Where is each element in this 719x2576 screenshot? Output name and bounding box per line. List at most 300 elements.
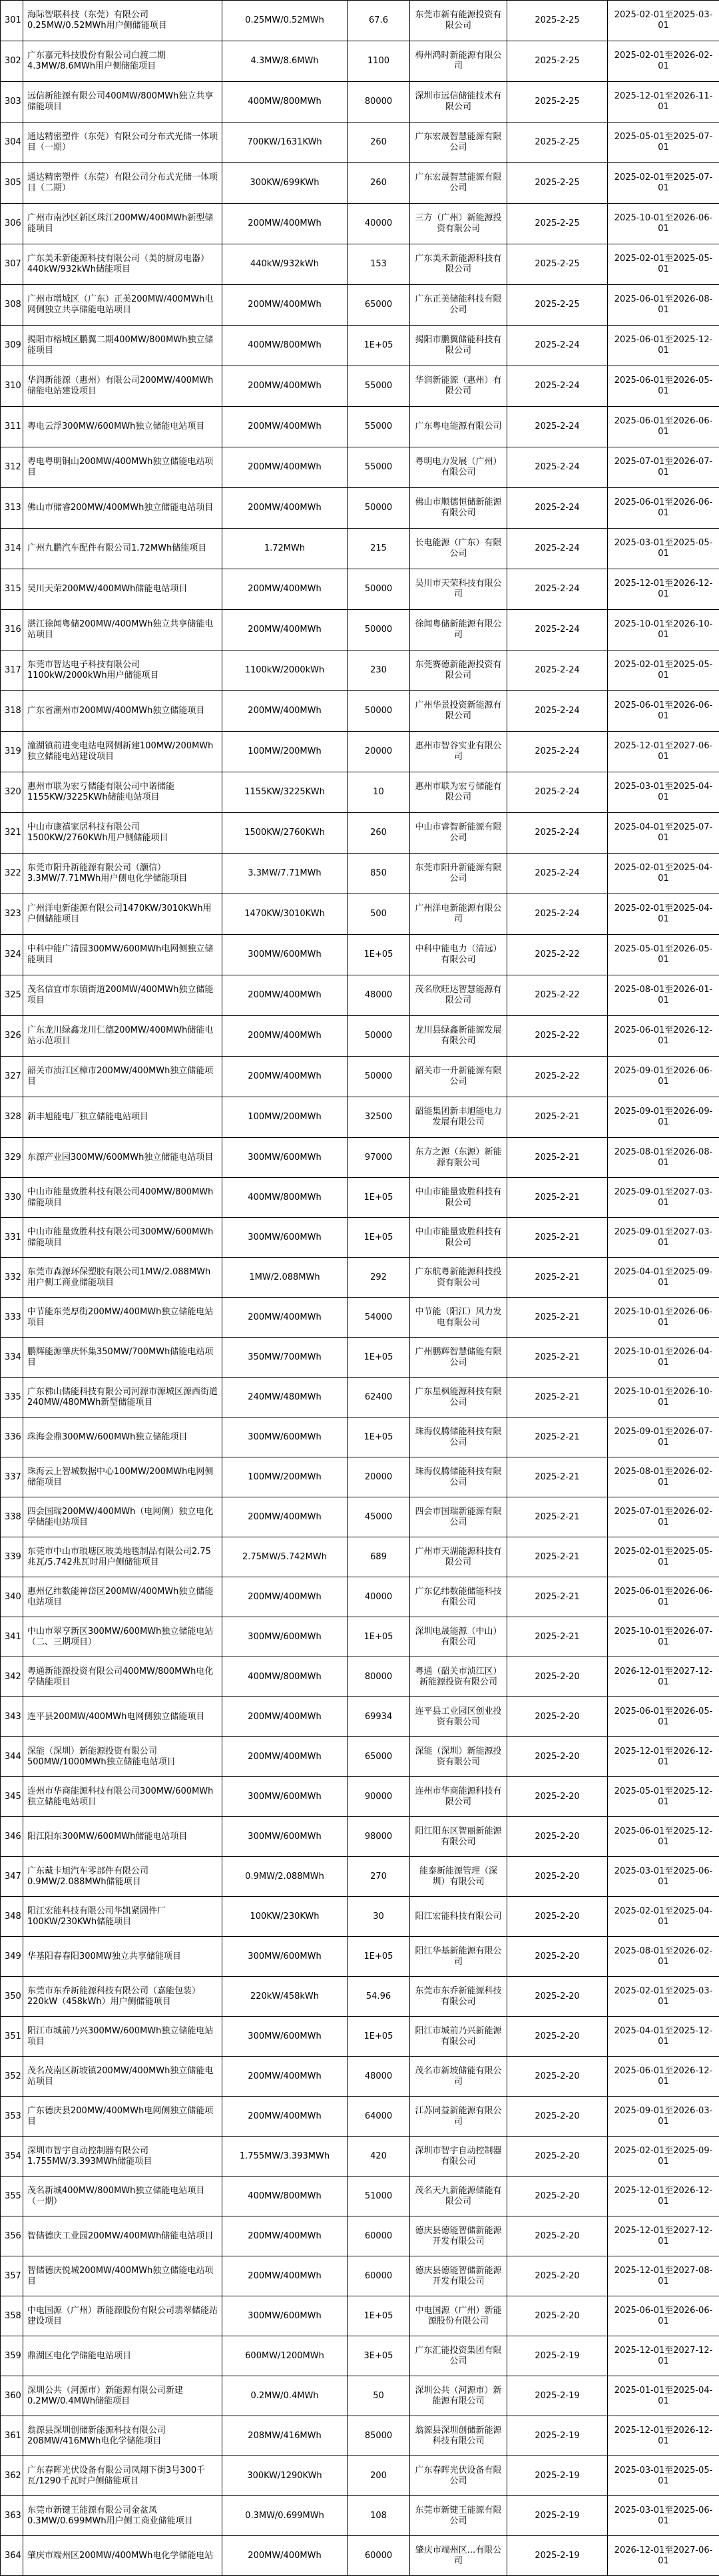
row-number-cell: 308 xyxy=(1,285,23,326)
filing-date-cell: 2025-2-20 xyxy=(507,2137,608,2177)
project-scale-cell: 200MW/400MWh xyxy=(222,488,348,529)
construction-period-cell: 2025-09-01至2026-06-01 xyxy=(608,1057,719,1097)
owner-company-cell: 广东宏晟智慧能源有限公司 xyxy=(410,123,507,163)
project-name-cell: 粤电粤明铜山200MW/400MWh独立储能电站项目 xyxy=(23,447,222,488)
filing-date-cell: 2025-2-19 xyxy=(507,2536,608,2576)
investment-cell: 1100 xyxy=(348,41,410,82)
filing-date-cell: 2025-2-20 xyxy=(507,1937,608,1977)
investment-cell: 85000 xyxy=(348,2416,410,2456)
project-name-cell: 广州洋电新能源有限公司1470KW/3010KWh用户侧储能项目 xyxy=(23,894,222,935)
owner-company-cell: 广东正美储能科技有限公司 xyxy=(410,285,507,326)
owner-company-cell: 四会市国瑞新能源有限公司 xyxy=(410,1497,507,1537)
project-name-cell: 惠州市联为宏亏储能有限公司中诺储能1155KW/3225KWh储能电站项目 xyxy=(23,772,222,813)
owner-company-cell: 茂名欣旺达智慧能源有限公司 xyxy=(410,975,507,1016)
table-row xyxy=(1,2256,719,2296)
investment-cell: 40000 xyxy=(348,1577,410,1617)
filing-date-cell: 2025-2-19 xyxy=(507,2376,608,2416)
project-table-body xyxy=(1,1,719,2576)
owner-company-cell: 中电国源（广州）新能源股份有限公司 xyxy=(410,2296,507,2336)
owner-company-cell: 龙川县绿鑫新能源发展有限公司 xyxy=(410,1016,507,1057)
project-name-cell: 东莞市智达电子科技有限公司1100kW/2000kWh用户储能项目 xyxy=(23,650,222,691)
project-scale-cell: 200MW/400MWh xyxy=(222,610,348,650)
investment-cell: 50000 xyxy=(348,691,410,732)
owner-company-cell: 粤明电力发展（广州）有限公司 xyxy=(410,447,507,488)
construction-period-cell: 2025-09-01至2027-03-01 xyxy=(608,1218,719,1258)
construction-period-cell: 2025-10-01至2026-06-01 xyxy=(608,1298,719,1338)
investment-cell: 60000 xyxy=(348,2216,410,2256)
owner-company-cell: 东莞市阳升新能源有限公司 xyxy=(410,854,507,894)
row-number-cell: 351 xyxy=(1,2017,23,2057)
project-name-cell: 佛山市储睿200MW/400MWh独立储能电站项目 xyxy=(23,488,222,529)
project-name-cell: 粤通新能源投资有限公司400MW/800MWh电化学储能项目 xyxy=(23,1657,222,1697)
construction-period-cell: 2025-03-01至2025-04-01 xyxy=(608,772,719,813)
project-name-cell: 广东省潮州市200MW/400MWh独立储能项目 xyxy=(23,691,222,732)
project-scale-cell: 208MW/416MWh xyxy=(222,2416,348,2456)
row-number-cell: 322 xyxy=(1,854,23,894)
row-number-cell: 332 xyxy=(1,1258,23,1298)
construction-period-cell: 2025-07-01至2026-02-01 xyxy=(608,1497,719,1537)
project-name-cell: 广东戴卡旭汽车零部件有限公司0.9MW/2.088MWh储能项目 xyxy=(23,1857,222,1897)
owner-company-cell: 惠州市智谷实业有限公司 xyxy=(410,732,507,772)
owner-company-cell: 韶关市一升新能源有限公司 xyxy=(410,1057,507,1097)
owner-company-cell: 阳江华基新能源有限公司 xyxy=(410,1937,507,1977)
table-row xyxy=(1,610,719,650)
row-number-cell: 352 xyxy=(1,2057,23,2097)
table-row xyxy=(1,2296,719,2336)
project-name-cell: 东莞市新键王能源有限公司金盆凤0.3MW/0.699MWh用户侧工商业储能项目 xyxy=(23,2496,222,2536)
investment-cell: 65000 xyxy=(348,285,410,326)
investment-cell: 55000 xyxy=(348,447,410,488)
row-number-cell: 347 xyxy=(1,1857,23,1897)
construction-period-cell: 2025-10-01至2026-10-01 xyxy=(608,610,719,650)
project-name-cell: 中节能东莞厚街200MW/400MWh独立储能电站项目 xyxy=(23,1298,222,1338)
filing-date-cell: 2025-2-20 xyxy=(507,1657,608,1697)
investment-cell: 1E+05 xyxy=(348,1417,410,1457)
filing-date-cell: 2025-2-21 xyxy=(507,1537,608,1577)
project-scale-cell: 100KW/230KWh xyxy=(222,1897,348,1937)
investment-cell: 60000 xyxy=(348,2536,410,2576)
filing-date-cell: 2025-2-24 xyxy=(507,610,608,650)
filing-date-cell: 2025-2-19 xyxy=(507,2416,608,2456)
row-number-cell: 358 xyxy=(1,2296,23,2336)
filing-date-cell: 2025-2-24 xyxy=(507,366,608,407)
row-number-cell: 324 xyxy=(1,935,23,975)
project-name-cell: 中科中能广清园300MW/600MWh电网侧独立储能项目 xyxy=(23,935,222,975)
investment-cell: 30 xyxy=(348,1897,410,1937)
table-row xyxy=(1,1697,719,1737)
investment-cell: 500 xyxy=(348,894,410,935)
investment-cell: 50000 xyxy=(348,488,410,529)
row-number-cell: 349 xyxy=(1,1937,23,1977)
project-name-cell: 东莞市中山市琅塘区玻美地毯制品有限公司2.75兆瓦/5.742兆瓦时用户侧储能项目 xyxy=(23,1537,222,1577)
row-number-cell: 339 xyxy=(1,1537,23,1577)
project-scale-cell: 200MW/400MWh xyxy=(222,447,348,488)
construction-period-cell: 2025-05-01至2025-12-01 xyxy=(608,1777,719,1817)
row-number-cell: 348 xyxy=(1,1897,23,1937)
row-number-cell: 310 xyxy=(1,366,23,407)
construction-period-cell: 2025-06-01至2026-12-01 xyxy=(608,1016,719,1057)
filing-date-cell: 2025-2-24 xyxy=(507,407,608,447)
row-number-cell: 303 xyxy=(1,82,23,123)
row-number-cell: 331 xyxy=(1,1218,23,1258)
row-number-cell: 357 xyxy=(1,2256,23,2296)
project-name-cell: 广州市增城区（广东）正美200MW/400MWh电网侧独立共享储能电站项目 xyxy=(23,285,222,326)
construction-period-cell: 2025-09-01至2026-03-01 xyxy=(608,2097,719,2137)
investment-cell: 55000 xyxy=(348,366,410,407)
construction-period-cell: 2025-06-01至2026-06-01 xyxy=(608,488,719,529)
project-name-cell: 华润新能源（惠州）有限公司200MW/400MWh储能电站建设项目 xyxy=(23,366,222,407)
construction-period-cell: 2025-06-01至2026-05-01 xyxy=(608,366,719,407)
row-number-cell: 359 xyxy=(1,2336,23,2376)
row-number-cell: 344 xyxy=(1,1737,23,1777)
owner-company-cell: 佛山市顺德恒储新能源有限公司 xyxy=(410,488,507,529)
table-row xyxy=(1,2017,719,2057)
filing-date-cell: 2025-2-21 xyxy=(507,1258,608,1298)
investment-cell: 48000 xyxy=(348,2057,410,2097)
project-name-cell: 东莞市阳升新能源有限公司（灏信）3.3MW/7.71MWh用户侧电化学储能项目 xyxy=(23,854,222,894)
project-scale-cell: 300MW/600MWh xyxy=(222,1218,348,1258)
project-scale-cell: 400MW/800MWh xyxy=(222,1657,348,1697)
investment-cell: 850 xyxy=(348,854,410,894)
investment-cell: 97000 xyxy=(348,1138,410,1178)
investment-cell: 80000 xyxy=(348,1657,410,1697)
table-row xyxy=(1,1,719,41)
investment-cell: 69934 xyxy=(348,1697,410,1737)
construction-period-cell: 2026-12-01至2027-06-01 xyxy=(608,2536,719,2576)
row-number-cell: 337 xyxy=(1,1457,23,1497)
filing-date-cell: 2025-2-21 xyxy=(507,1298,608,1338)
project-name-cell: 广州市南沙区新区珠江200MW/400MWh新型储能项目 xyxy=(23,204,222,244)
construction-period-cell: 2025-06-01至2026-06-01 xyxy=(608,1577,719,1617)
investment-cell: 54.96 xyxy=(348,1977,410,2017)
table-row xyxy=(1,1857,719,1897)
investment-cell: 292 xyxy=(348,1258,410,1298)
table-row xyxy=(1,2097,719,2137)
project-scale-cell: 100MW/200MWh xyxy=(222,732,348,772)
owner-company-cell: 中山市能量致胜科技有限公司 xyxy=(410,1178,507,1218)
project-scale-cell: 0.25MW/0.52MWh xyxy=(222,1,348,41)
filing-date-cell: 2025-2-25 xyxy=(507,163,608,204)
construction-period-cell: 2025-12-01至2027-06-01 xyxy=(608,732,719,772)
owner-company-cell: 深圳电晟能源（中山）有限公司 xyxy=(410,1617,507,1657)
construction-period-cell: 2025-12-01至2026-12-01 xyxy=(608,2416,719,2456)
owner-company-cell: 江苏同益新能源有限公司 xyxy=(410,2097,507,2137)
construction-period-cell: 2025-02-01至2025-04-01 xyxy=(608,1897,719,1937)
investment-cell: 689 xyxy=(348,1537,410,1577)
filing-date-cell: 2025-2-20 xyxy=(507,2256,608,2296)
table-row xyxy=(1,1138,719,1178)
project-scale-cell: 240MW/480MWh xyxy=(222,1378,348,1417)
project-scale-cell: 1155KW/3225KWh xyxy=(222,772,348,813)
owner-company-cell: 东莞市新键王能源有限公司 xyxy=(410,2496,507,2536)
row-number-cell: 301 xyxy=(1,1,23,41)
construction-period-cell: 2025-01-01至2025-04-01 xyxy=(608,2376,719,2416)
filing-date-cell: 2025-2-25 xyxy=(507,244,608,285)
project-name-cell: 广东佛山储能科技有限公司河源市源城区源西街道240MW/480MWh新型储能项目 xyxy=(23,1378,222,1417)
project-scale-cell: 1100kW/2000kWh xyxy=(222,650,348,691)
project-scale-cell: 300MW/600MWh xyxy=(222,2296,348,2336)
project-scale-cell: 200MW/400MWh xyxy=(222,2097,348,2137)
construction-period-cell: 2025-03-01至2025-06-01 xyxy=(608,2496,719,2536)
row-number-cell: 305 xyxy=(1,163,23,204)
owner-company-cell: 德庆县德能智储新能源开发有限公司 xyxy=(410,2216,507,2256)
investment-cell: 64000 xyxy=(348,2097,410,2137)
row-number-cell: 320 xyxy=(1,772,23,813)
construction-period-cell: 2025-08-01至2026-01-01 xyxy=(608,975,719,1016)
project-scale-cell: 350MW/700MWh xyxy=(222,1338,348,1378)
project-scale-cell: 200MW/400MWh xyxy=(222,204,348,244)
project-scale-cell: 300KW/1290KWh xyxy=(222,2456,348,2496)
construction-period-cell: 2025-05-01至2025-07-01 xyxy=(608,123,719,163)
owner-company-cell: 阳江宏能科技有限公司 xyxy=(410,1897,507,1937)
investment-cell: 230 xyxy=(348,650,410,691)
table-row xyxy=(1,1298,719,1338)
table-row xyxy=(1,975,719,1016)
construction-period-cell: 2025-07-01至2026-07-01 xyxy=(608,447,719,488)
project-name-cell: 连州市华商能源科技有限公司300MW/600MWh独立储能电站项目 xyxy=(23,1777,222,1817)
filing-date-cell: 2025-2-20 xyxy=(507,1697,608,1737)
table-row xyxy=(1,650,719,691)
filing-date-cell: 2025-2-20 xyxy=(507,1857,608,1897)
table-row xyxy=(1,1097,719,1138)
project-scale-cell: 300MW/600MWh xyxy=(222,1937,348,1977)
filing-date-cell: 2025-2-24 xyxy=(507,732,608,772)
construction-period-cell: 2025-12-01至2027-12-01 xyxy=(608,2216,719,2256)
owner-company-cell: 中山市能量致胜科技有限公司 xyxy=(410,1218,507,1258)
filing-date-cell: 2025-2-24 xyxy=(507,447,608,488)
owner-company-cell: 广东美禾新能源科技有限公司 xyxy=(410,244,507,285)
investment-cell: 260 xyxy=(348,123,410,163)
construction-period-cell: 2025-03-01至2025-05-01 xyxy=(608,529,719,569)
investment-cell: 20000 xyxy=(348,732,410,772)
table-row xyxy=(1,123,719,163)
construction-period-cell: 2025-02-01至2025-05-01 xyxy=(608,650,719,691)
investment-cell: 51000 xyxy=(348,2177,410,2216)
investment-cell: 3E+05 xyxy=(348,2336,410,2376)
row-number-cell: 338 xyxy=(1,1497,23,1537)
filing-date-cell: 2025-2-20 xyxy=(507,1977,608,2017)
project-name-cell: 广东美禾新能源科技有限公司（美的厨房电器）440kW/932kWh储能项目 xyxy=(23,244,222,285)
project-name-cell: 吴川天荣200MW/400MWh储能电站项目 xyxy=(23,569,222,610)
investment-cell: 67.6 xyxy=(348,1,410,41)
filing-date-cell: 2025-2-21 xyxy=(507,1417,608,1457)
project-scale-cell: 600MW/1200MWh xyxy=(222,2336,348,2376)
construction-period-cell: 2025-02-01至2025-03-01 xyxy=(608,1,719,41)
investment-cell: 270 xyxy=(348,1857,410,1897)
table-row xyxy=(1,1016,719,1057)
row-number-cell: 336 xyxy=(1,1417,23,1457)
filing-date-cell: 2025-2-24 xyxy=(507,488,608,529)
construction-period-cell: 2025-02-01至2025-04-01 xyxy=(608,854,719,894)
owner-company-cell: 德庆县德能智储新能源开发有限公司 xyxy=(410,2256,507,2296)
row-number-cell: 342 xyxy=(1,1657,23,1697)
filing-date-cell: 2025-2-24 xyxy=(507,772,608,813)
owner-company-cell: 华润新能源（惠州）有限公司 xyxy=(410,366,507,407)
investment-cell: 1E+05 xyxy=(348,1178,410,1218)
table-row xyxy=(1,488,719,529)
project-name-cell: 华基阳春春阳300MW独立共享储能项目 xyxy=(23,1937,222,1977)
construction-period-cell: 2026-12-01至2027-12-01 xyxy=(608,1657,719,1697)
row-number-cell: 315 xyxy=(1,569,23,610)
table-row xyxy=(1,1897,719,1937)
owner-company-cell: 茂名天九新能源储能有限公司 xyxy=(410,2177,507,2216)
owner-company-cell: 连平县工业园区创业投资有限公司 xyxy=(410,1697,507,1737)
construction-period-cell: 2025-06-01至2026-12-01 xyxy=(608,2057,719,2097)
table-row xyxy=(1,2496,719,2536)
row-number-cell: 306 xyxy=(1,204,23,244)
table-row xyxy=(1,1937,719,1977)
project-name-cell: 茂名茂南区新坡镇200MW/400MWh独立储能电站项目 xyxy=(23,2057,222,2097)
construction-period-cell: 2025-02-01至2025-09-01 xyxy=(608,2137,719,2177)
owner-company-cell: 广州洋电新能源有限公司 xyxy=(410,894,507,935)
filing-date-cell: 2025-2-22 xyxy=(507,935,608,975)
investment-cell: 420 xyxy=(348,2137,410,2177)
investment-cell: 65000 xyxy=(348,1737,410,1777)
owner-company-cell: 韶能集团新丰旭能电力发展有限公司 xyxy=(410,1097,507,1138)
investment-cell: 55000 xyxy=(348,407,410,447)
project-scale-cell: 1470KW/3010KWh xyxy=(222,894,348,935)
construction-period-cell: 2025-06-01至2026-05-01 xyxy=(608,1697,719,1737)
project-scale-cell: 3.3MW/7.71MWh xyxy=(222,854,348,894)
row-number-cell: 323 xyxy=(1,894,23,935)
project-scale-cell: 700KW/1631KWh xyxy=(222,123,348,163)
project-scale-cell: 200MW/400MWh xyxy=(222,691,348,732)
row-number-cell: 317 xyxy=(1,650,23,691)
construction-period-cell: 2025-10-01至2026-10-01 xyxy=(608,1378,719,1417)
table-row xyxy=(1,732,719,772)
project-scale-cell: 100MW/200MWh xyxy=(222,1097,348,1138)
filing-date-cell: 2025-2-21 xyxy=(507,1577,608,1617)
investment-cell: 200 xyxy=(348,2456,410,2496)
row-number-cell: 335 xyxy=(1,1378,23,1417)
investment-cell: 20000 xyxy=(348,1457,410,1497)
project-name-cell: 广东嘉元科技股份有限公司白渡二期4.3MW/8.6MWh用户侧储能项目 xyxy=(23,41,222,82)
table-row xyxy=(1,447,719,488)
owner-company-cell: 三方（广州）新能源投资有限公司 xyxy=(410,204,507,244)
construction-period-cell: 2025-03-01至2025-05-01 xyxy=(608,2456,719,2496)
project-name-cell: 翁源县深圳创储新能源科技有限公司208MW/416MWh电化学储能项目 xyxy=(23,2416,222,2456)
project-scale-cell: 200MW/400MWh xyxy=(222,569,348,610)
row-number-cell: 355 xyxy=(1,2177,23,2216)
filing-date-cell: 2025-2-20 xyxy=(507,1817,608,1857)
row-number-cell: 329 xyxy=(1,1138,23,1178)
row-number-cell: 340 xyxy=(1,1577,23,1617)
project-scale-cell: 400MW/800MWh xyxy=(222,82,348,123)
filing-date-cell: 2025-2-21 xyxy=(507,1097,608,1138)
filing-date-cell: 2025-2-21 xyxy=(507,1338,608,1378)
owner-company-cell: 广东粤电能源有限公司 xyxy=(410,407,507,447)
investment-cell: 153 xyxy=(348,244,410,285)
filing-date-cell: 2025-2-21 xyxy=(507,1218,608,1258)
construction-period-cell: 2025-02-01至2025-04-01 xyxy=(608,894,719,935)
owner-company-cell: 茂名市新坡储能有限公司 xyxy=(410,2057,507,2097)
owner-company-cell: 广东春晖光伏设备有限公司 xyxy=(410,2456,507,2496)
row-number-cell: 362 xyxy=(1,2456,23,2496)
table-row xyxy=(1,2057,719,2097)
project-name-cell: 广州九鹏汽车配件有限公司1.72MWh储能项目 xyxy=(23,529,222,569)
owner-company-cell: 阳江市城前乃兴新能源有限公司 xyxy=(410,2017,507,2057)
filing-date-cell: 2025-2-20 xyxy=(507,1897,608,1937)
table-row xyxy=(1,407,719,447)
row-number-cell: 307 xyxy=(1,244,23,285)
row-number-cell: 325 xyxy=(1,975,23,1016)
investment-cell: 1E+05 xyxy=(348,1338,410,1378)
project-scale-cell: 200MW/400MWh xyxy=(222,1737,348,1777)
owner-company-cell: 阳江阳东区智丽新能源有限公司 xyxy=(410,1817,507,1857)
project-name-cell: 通达精密塑件（东莞）有限公司分布式光储一体项目（一期） xyxy=(23,123,222,163)
row-number-cell: 345 xyxy=(1,1777,23,1817)
project-name-cell: 茂名新城400MW/800MWh独立储能电站项目（一期） xyxy=(23,2177,222,2216)
project-scale-cell: 300MW/600MWh xyxy=(222,2017,348,2057)
project-name-cell: 连平县200MW/400MWh电网侧独立储能项目 xyxy=(23,1697,222,1737)
table-row xyxy=(1,1777,719,1817)
project-scale-cell: 0.9MW/2.088MWh xyxy=(222,1857,348,1897)
owner-company-cell: 广东汇能投资集团有限公司 xyxy=(410,2336,507,2376)
filing-date-cell: 2025-2-24 xyxy=(507,854,608,894)
project-scale-cell: 200MW/400MWh xyxy=(222,1298,348,1338)
owner-company-cell: 珠海仪腾储能科技有限公司 xyxy=(410,1457,507,1497)
filing-date-cell: 2025-2-24 xyxy=(507,894,608,935)
table-row xyxy=(1,1537,719,1577)
filing-date-cell: 2025-2-19 xyxy=(507,2336,608,2376)
construction-period-cell: 2025-06-01至2026-06-01 xyxy=(608,691,719,732)
filing-date-cell: 2025-2-24 xyxy=(507,813,608,854)
filing-date-cell: 2025-2-25 xyxy=(507,123,608,163)
project-name-cell: 中电国源（广州）新能源股份有限公司翡翠储能站建设项目 xyxy=(23,2296,222,2336)
owner-company-cell: 珠海仪腾储能科技有限公司 xyxy=(410,1417,507,1457)
row-number-cell: 326 xyxy=(1,1016,23,1057)
construction-period-cell: 2025-10-01至2026-07-01 xyxy=(608,1617,719,1657)
owner-company-cell: 广州鹏辉智慧储能有限公司 xyxy=(410,1338,507,1378)
row-number-cell: 361 xyxy=(1,2416,23,2456)
investment-cell: 10 xyxy=(348,772,410,813)
table-row xyxy=(1,1378,719,1417)
table-row xyxy=(1,244,719,285)
investment-cell: 50000 xyxy=(348,569,410,610)
owner-company-cell: 粤通（韶关市浈江区）新能源投资有限公司 xyxy=(410,1657,507,1697)
table-row xyxy=(1,1057,719,1097)
table-row xyxy=(1,2216,719,2256)
investment-cell: 260 xyxy=(348,813,410,854)
project-name-cell: 惠州亿纬数能神岱区200MW/400MWh独立储能电站项目 xyxy=(23,1577,222,1617)
construction-period-cell: 2025-04-01至2025-07-01 xyxy=(608,813,719,854)
investment-cell: 40000 xyxy=(348,204,410,244)
filing-date-cell: 2025-2-21 xyxy=(507,1497,608,1537)
table-row xyxy=(1,529,719,569)
project-scale-cell: 200MW/400MWh xyxy=(222,2057,348,2097)
construction-period-cell: 2025-06-01至2026-06-01 xyxy=(608,407,719,447)
project-name-cell: 四会国瑞200MW/400MWh（电网侧）独立电化学储能电站项目 xyxy=(23,1497,222,1537)
filing-date-cell: 2025-2-21 xyxy=(507,1457,608,1497)
owner-company-cell: 广州华景投资新能源有限公司 xyxy=(410,691,507,732)
filing-date-cell: 2025-2-19 xyxy=(507,2456,608,2496)
project-name-cell: 广东春晖光伏设备有限公司凤翔下街3号300千瓦/1290千瓦时户侧储能项目 xyxy=(23,2456,222,2496)
row-number-cell: 311 xyxy=(1,407,23,447)
investment-cell: 50 xyxy=(348,2376,410,2416)
construction-period-cell: 2025-12-01至2026-12-01 xyxy=(608,1737,719,1777)
investment-cell: 1E+05 xyxy=(348,1218,410,1258)
filing-date-cell: 2025-2-24 xyxy=(507,650,608,691)
project-scale-cell: 200MW/400MWh xyxy=(222,2256,348,2296)
owner-company-cell: 深圳公共（河源市）新能源有限公司 xyxy=(410,2376,507,2416)
investment-cell: 50000 xyxy=(348,610,410,650)
project-name-cell: 中山市能量致胜科技有限公司300MW/600MWh储能项目 xyxy=(23,1218,222,1258)
project-scale-cell: 200MW/400MWh xyxy=(222,366,348,407)
owner-company-cell: 东莞市新有能源投资有限公司 xyxy=(410,1,507,41)
owner-company-cell: 中科中能电力（清远）有限公司 xyxy=(410,935,507,975)
table-row xyxy=(1,1617,719,1657)
construction-period-cell: 2025-09-01至2027-03-01 xyxy=(608,1178,719,1218)
